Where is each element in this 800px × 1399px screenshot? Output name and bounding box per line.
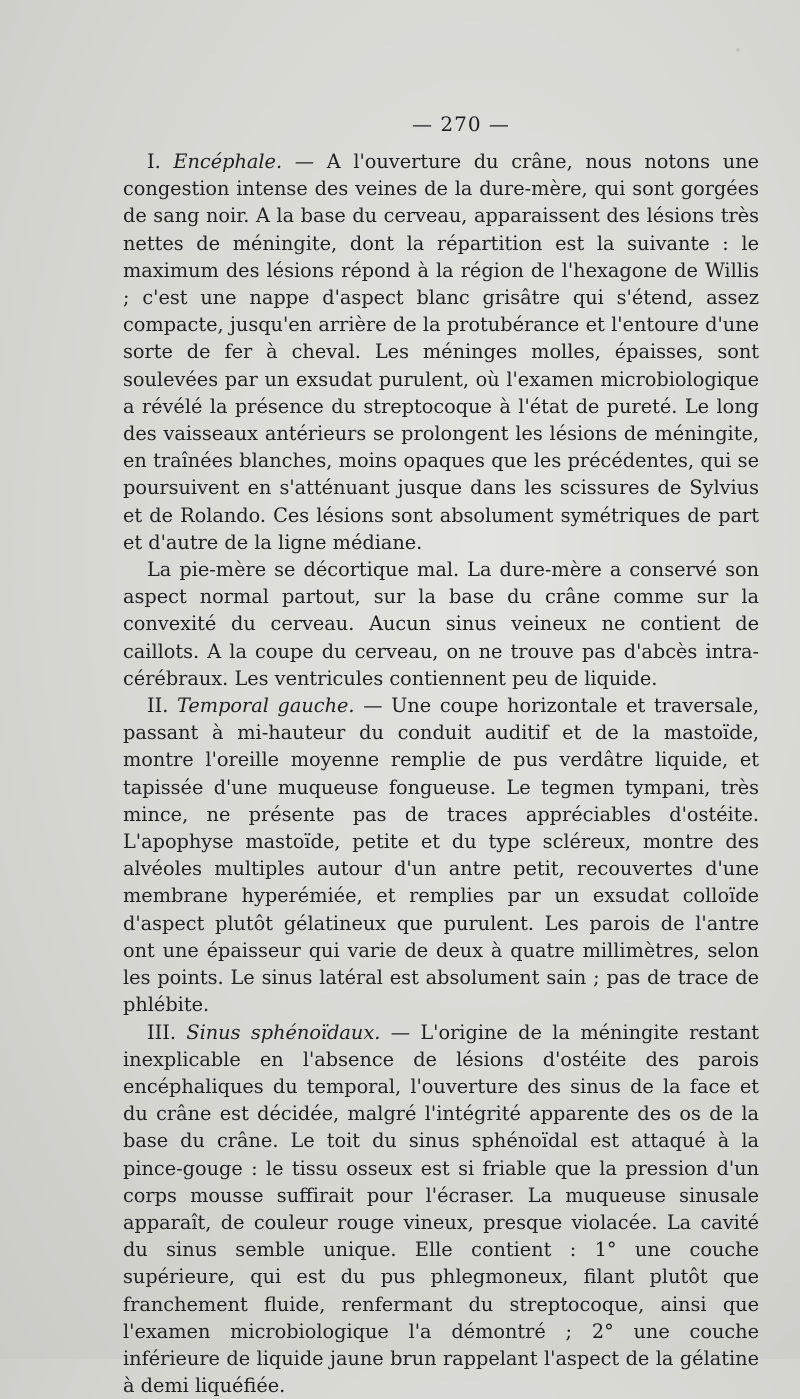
section-number: III. [147,1021,186,1044]
book-page [123,110,759,1399]
paragraph-text: — L'origine de la méningite restant inexplicable en l'absence de lésions d'ostéite des parois encéphaliques du temporal, l'ouverture des sinus de la face et du crâne est décidée, malgré l'intégrité apparente des os de la base du crâne. Le toit du sinus sphénoïdal est attaqué à la pince-gouge : le tissu osseux est si friable que la pression d'un corps mousse suffirait pour l'écraser. La muqueuse sinusale apparaît, de couleur rouge vineux, presque violacée. La cavité du sinus semble unique. Elle contient : 1° une couche supérieure, qui est du pus phlegmoneux, filant plutôt que franchement fluide, renfermant du streptocoque, ainsi que l'examen microbiologique l'a démontré ; 2° une couche inférieure de liquide jaune brun rappelant l'aspect de la gélatine à demi liquéfiée. [123,1021,759,1398]
paragraph-sinus-sphenoidaux [123,1019,759,1399]
paragraph-encephale [123,148,759,556]
section-heading-encephale: Encéphale. [173,150,282,173]
paragraph-text: — Une coupe horizontale et traversale, passant à mi-hauteur du conduit auditif et de la mastoïde, montre l'oreille moyenne remplie de pus verdâtre liquide, et tapissée d'une muqueuse fongueuse. Le tegmen tympani, très mince, ne présente pas de traces appréciables d'ostéite. L'apophyse mastoïde, petite et du type scléreux, montre des alvéoles multiples autour d'un antre petit, recouvertes d'une membrane hyperémiée, et remplies par un exsudat colloïde d'aspect plutôt gélatineux que purulent. Les parois de l'antre ont une épaisseur qui varie de deux à quatre millimètres, selon les points. Le sinus latéral est absolument sain ; pas de trace de phlébite. [123,694,759,1016]
paragraph-temporal-gauche [123,692,759,1018]
section-number: II. [147,694,177,717]
section-heading-sinus: Sinus sphénoïdaux. [186,1021,380,1044]
paragraph-text: — A l'ouverture du crâne, nous notons une congestion intense des veines de la dure-mère, qui sont gorgées de sang noir. A la base du cerveau, apparaissent des lésions très nettes de méningite, dont la répartition est la suivante : le maximum des lésions répond à la région de l'hexagone de Willis ; c'est une nappe d'aspect blanc grisâtre qui s'étend, assez compacte, jusqu'en arrière de la protubérance et l'entoure d'une sorte de fer à cheval. Les méninges molles, épaisses, sont soulevées par un exsudat purulent, où l'examen microbiologique a révélé la présence du streptocoque à l'état de pureté. Le long des vaisseaux antérieurs se prolongent les lésions de méningite, en traînées blanches, moins opaques que les précédentes, qui se poursuivent en s'atténuant jusque dans les scissures de Sylvius et de Rolando. Ces lésions sont absolument symétriques de part et d'autre de la ligne médiane. [123,150,759,554]
section-number: I. [147,150,173,173]
paper-speck [736,48,740,52]
section-heading-temporal: Temporal gauche. [177,694,355,717]
page-number: — 270 — [123,110,759,138]
paragraph-pie-mere [123,556,759,692]
paragraph-text: La pie-mère se décortique mal. La dure-mère a conservé son aspect normal partout, sur la base du crâne comme sur la convexité du cerveau. Aucun sinus veineux ne contient de caillots. A la coupe du cerveau, on ne trouve pas d'abcès intra-cérébraux. Les ventricules contiennent peu de liquide. [123,558,759,690]
